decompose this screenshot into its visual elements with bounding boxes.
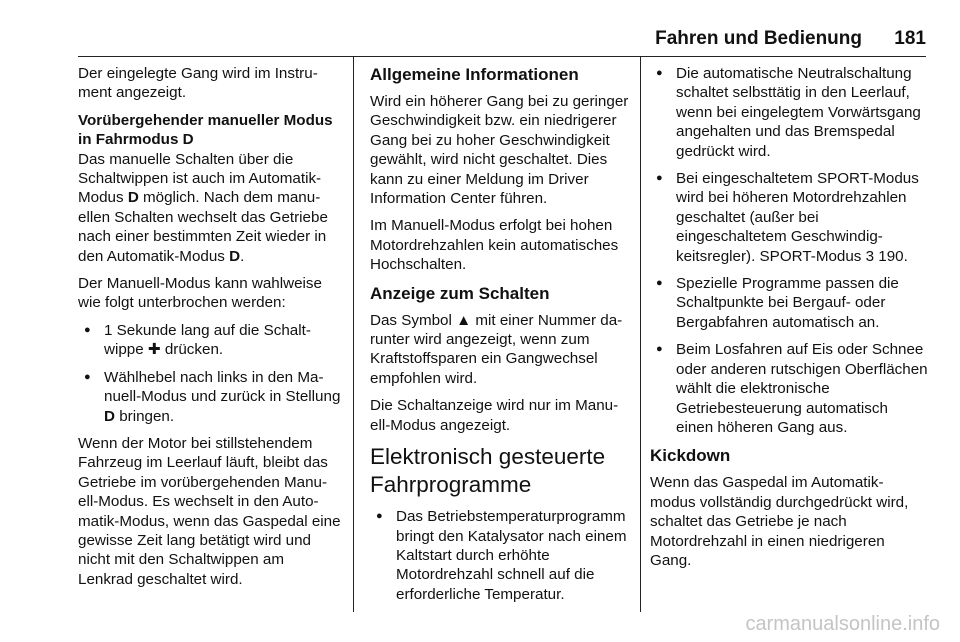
page-header: [78, 28, 926, 54]
list-item: ● Spezielle Programme passen die Schaltpunkte bei Bergauf- oder Bergabfahren automatisch an.: [650, 274, 928, 332]
section-title: Fahren und Bedienung: [655, 28, 862, 49]
section-heading: Allgemeine Informationen: [370, 65, 579, 84]
list-item: ● 1 Sekunde lang auf die Schaltwippe ✚ drücken.: [78, 321, 342, 360]
paragraph: Das manuelle Schalten über die Schaltwippen ist auch im Automatik-Modus D möglich. Nach dem manuellen Schalten wechselt das Getriebe nach einer bestimmten Zeit wieder in den Automatik-Modus D.: [78, 150, 328, 265]
plus-icon: ✚: [147, 341, 161, 359]
bullet-list: [78, 321, 342, 426]
bullet-list: [370, 507, 632, 604]
column-divider-1: [353, 57, 354, 612]
paragraph: Im Manuell-Modus erfolgt bei hohen Motordrehzahlen kein automatisches Hochschalten.: [370, 217, 619, 274]
paragraph: Der eingelegte Gang wird im Instrument angezeigt.: [78, 65, 318, 102]
bullet-list: [650, 64, 928, 437]
gear-symbol-d: D: [229, 247, 241, 265]
paragraph: Wenn der Motor bei stillstehendem Fahrzeug im Leerlauf läuft, bleibt das Getriebe im vorübergehenden Manuell-Modus. Es wechselt in den Automatik-Modus, wenn das Gaspedal eine gewisse Zeit lang betätigt wird und nicht mit den Schaltwippen am Lenkrad geschaltet wird.: [78, 434, 341, 588]
paragraph: Der Manuell-Modus kann wahlweise wie folgt unterbrochen werden:: [78, 275, 322, 312]
paragraph: Wird ein höherer Gang bei zu geringer Geschwindigkeit bzw. ein niedrigerer Gang bei zu hoher Geschwindigkeit gewählt, wird nicht geschaltet. Dies kann zu einer Meldung im Driver Information Center führen.: [370, 93, 629, 208]
header-divider: [78, 56, 926, 57]
chapter-heading: Elektronisch gesteuerte Fahrprogramme: [370, 444, 606, 498]
column-1: [78, 64, 342, 597]
list-item: ● Wählhebel nach links in den Manuell-Modus und zurück in Stellung D bringen.: [78, 368, 342, 426]
page-reference: 3 190.: [865, 247, 908, 265]
paragraph: Die Schaltanzeige wird nur im Manuell-Modus angezeigt.: [370, 397, 619, 434]
list-item: ● Die automatische Neutralschaltung schaltet selbsttätig in den Leerlauf, wenn bei eingelegtem Vorwärtsgang angehalten und das Bremspedal gedrückt wird.: [650, 64, 928, 161]
gear-symbol-d: D: [104, 407, 115, 425]
column-3: [650, 64, 928, 578]
list-item: ● Beim Losfahren auf Eis oder Schnee oder anderen rutschigen Oberflächen wählt die elektronische Getriebesteuerung automatisch einen höheren Gang aus.: [650, 340, 928, 437]
section-heading: Kickdown: [650, 446, 731, 466]
watermark: carmanualsonline.info: [745, 613, 940, 635]
page-number: 181: [894, 28, 926, 49]
column-divider-2: [640, 57, 641, 612]
shift-up-triangle-icon: ▲: [456, 311, 472, 329]
gear-symbol-d: D: [127, 189, 139, 207]
list-item: ● Bei eingeschaltetem SPORT-Modus wird bei höheren Motordrehzahlen geschaltet (außer bei eingeschaltetem Geschwindigkeitsregler). SPORT-Modus 3 190.: [650, 169, 928, 266]
section-heading: Anzeige zum Schalten: [370, 283, 550, 303]
paragraph: Das Symbol ▲ mit einer Nummer darunter wird angezeigt, wenn zum Kraftstoffsparen ein Gangwechsel empfohlen wird.: [370, 311, 623, 387]
column-2: [370, 64, 632, 612]
subsection-heading: Vorübergehender manueller Modus in Fahrmodus D: [78, 111, 333, 149]
list-item: ● Das Betriebstemperaturprogramm bringt den Katalysator nach einem Kaltstart durch erhöhte Motordrehzahl schnell auf die erforderliche Temperatur.: [370, 507, 632, 604]
paragraph: Wenn das Gaspedal im Automatik-modus vollständig durchgedrückt wird, schaltet das Getriebe je nach Motordrehzahl in einen niedrigeren Gang.: [650, 474, 909, 569]
